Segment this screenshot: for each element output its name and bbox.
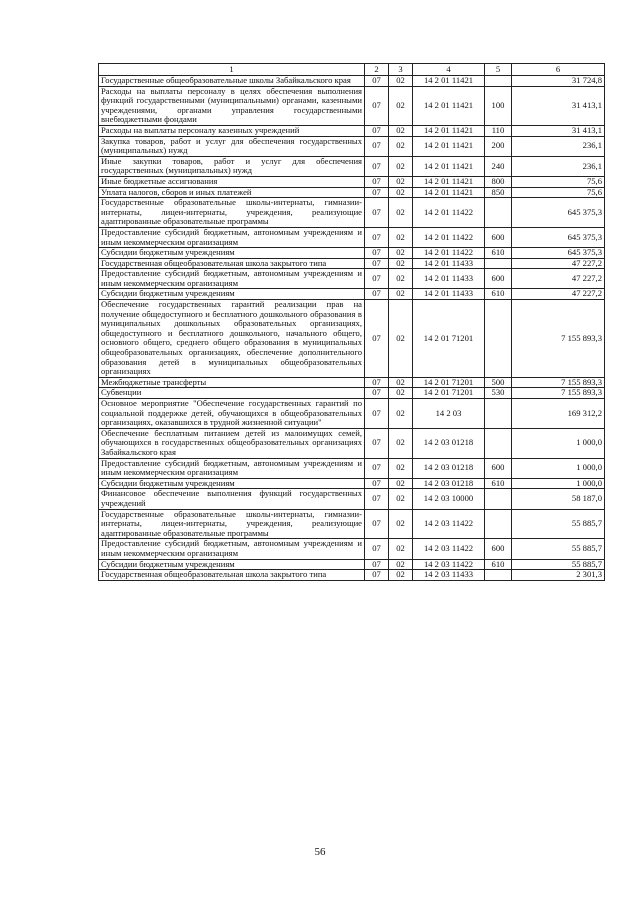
expense-type-cell: 110 (485, 125, 512, 136)
expense-name-cell: Государственная общеобразовательная школа закрытого типа (99, 258, 365, 269)
target-article-cell: 14 2 01 11421 (413, 76, 485, 87)
table-row (99, 248, 605, 259)
target-article-cell: 14 2 03 11422 (413, 509, 485, 539)
section-code-cell: 07 (365, 399, 389, 429)
expense-type-cell (485, 509, 512, 539)
expense-name-cell: Государственная общеобразовательная школа закрытого типа (99, 570, 365, 581)
expense-type-cell (485, 198, 512, 228)
amount-cell: 55 885,7 (512, 509, 605, 539)
expense-name-cell: Предоставление субсидий бюджетным, автономным учреждениям и иным некоммерческим организациям (99, 227, 365, 247)
expense-name-cell: Обеспечение бесплатным питанием детей из малоимущих семей, обучающихся в государственных общеобразовательных организациях Забайкальского края (99, 428, 365, 458)
amount-cell: 236,1 (512, 156, 605, 176)
section-code-cell: 07 (365, 198, 389, 228)
amount-cell: 645 375,3 (512, 248, 605, 259)
section-code-cell: 07 (365, 388, 389, 399)
expense-name-cell: Иные бюджетные ассигнования (99, 176, 365, 187)
target-article-cell: 14 2 03 (413, 399, 485, 429)
expense-type-cell: 600 (485, 227, 512, 247)
section-code-cell: 07 (365, 478, 389, 489)
subsection-code-cell: 02 (389, 176, 413, 187)
subsection-code-cell: 02 (389, 399, 413, 429)
section-code-cell: 07 (365, 289, 389, 300)
target-article-cell: 14 2 01 11422 (413, 198, 485, 228)
page-number: 56 (314, 846, 326, 858)
section-code-cell: 07 (365, 489, 389, 509)
target-article-cell: 14 2 03 01218 (413, 428, 485, 458)
target-article-cell: 14 2 03 01218 (413, 458, 485, 478)
expense-name-cell: Иные закупки товаров, работ и услуг для обеспечения государственных (муниципальных) нужд (99, 156, 365, 176)
section-code-cell: 07 (365, 248, 389, 259)
section-code-cell: 07 (365, 559, 389, 570)
amount-cell: 645 375,3 (512, 198, 605, 228)
expense-type-cell: 800 (485, 176, 512, 187)
target-article-cell: 14 2 01 71201 (413, 388, 485, 399)
expense-name-cell: Субсидии бюджетным учреждениям (99, 478, 365, 489)
expense-type-cell: 100 (485, 86, 512, 125)
table-row (99, 300, 605, 378)
expense-type-cell: 610 (485, 559, 512, 570)
expense-name-cell: Финансовое обеспечение выполнения функций государственных учреждений (99, 489, 365, 509)
target-article-cell: 14 2 01 11433 (413, 289, 485, 300)
table-row (99, 399, 605, 429)
amount-cell: 31 724,8 (512, 76, 605, 87)
amount-cell: 31 413,1 (512, 125, 605, 136)
section-code-cell: 07 (365, 269, 389, 289)
table-row (99, 227, 605, 247)
expense-name-cell: Государственные образовательные школы-интернаты, гимназии-интернаты, лицеи-интернаты, учреждения, реализующие адаптированные образовательные программы (99, 198, 365, 228)
table-row (99, 489, 605, 509)
subsection-code-cell: 02 (389, 86, 413, 125)
expense-type-cell (485, 489, 512, 509)
amount-cell: 1 000,0 (512, 478, 605, 489)
expense-type-cell: 600 (485, 269, 512, 289)
expense-name-cell: Закупка товаров, работ и услуг для обеспечения государственных (муниципальных) нужд (99, 136, 365, 156)
section-code-cell: 07 (365, 300, 389, 378)
expense-type-cell: 200 (485, 136, 512, 156)
budget-table (98, 63, 605, 581)
table-row (99, 559, 605, 570)
table-row (99, 428, 605, 458)
amount-cell: 2 301,3 (512, 570, 605, 581)
expense-type-cell (485, 300, 512, 378)
expense-name-cell: Основное мероприятие "Обеспечение государственных гарантий по социальной поддержке детей, обучающихся в общеобразовательных организациях, оказавшихся в трудной жизненной ситуации" (99, 399, 365, 429)
section-code-cell: 07 (365, 156, 389, 176)
subsection-code-cell: 02 (389, 76, 413, 87)
subsection-code-cell: 02 (389, 478, 413, 489)
target-article-cell: 14 2 01 11421 (413, 86, 485, 125)
expense-name-cell: Государственные образовательные школы-интернаты, гимназии-интернаты, лицеи-интернаты, учреждения, реализующие адаптированные образовательные программы (99, 509, 365, 539)
expense-type-cell: 500 (485, 377, 512, 388)
expense-type-cell (485, 399, 512, 429)
target-article-cell: 14 2 03 01218 (413, 478, 485, 489)
amount-cell: 47 227,2 (512, 258, 605, 269)
section-code-cell: 07 (365, 428, 389, 458)
table-row (99, 258, 605, 269)
expense-type-cell (485, 570, 512, 581)
table-row (99, 458, 605, 478)
section-code-cell: 07 (365, 570, 389, 581)
target-article-cell: 14 2 01 71201 (413, 300, 485, 378)
expense-name-cell: Предоставление субсидий бюджетным, автономным учреждениям и иным некоммерческим организациям (99, 539, 365, 559)
expense-type-cell: 850 (485, 187, 512, 198)
expense-name-cell: Предоставление субсидий бюджетным, автономным учреждениям и иным некоммерческим организациям (99, 269, 365, 289)
table-row (99, 509, 605, 539)
expense-type-cell: 240 (485, 156, 512, 176)
expense-name-cell: Субсидии бюджетным учреждениям (99, 559, 365, 570)
target-article-cell: 14 2 01 11421 (413, 156, 485, 176)
section-code-cell: 07 (365, 458, 389, 478)
column-header: 2 (365, 64, 389, 76)
amount-cell: 645 375,3 (512, 227, 605, 247)
section-code-cell: 07 (365, 539, 389, 559)
target-article-cell: 14 2 03 11422 (413, 539, 485, 559)
amount-cell: 75,6 (512, 176, 605, 187)
target-article-cell: 14 2 01 11433 (413, 269, 485, 289)
amount-cell: 55 885,7 (512, 539, 605, 559)
subsection-code-cell: 02 (389, 539, 413, 559)
subsection-code-cell: 02 (389, 388, 413, 399)
section-code-cell: 07 (365, 125, 389, 136)
table-row (99, 176, 605, 187)
target-article-cell: 14 2 01 11422 (413, 227, 485, 247)
target-article-cell: 14 2 01 11422 (413, 248, 485, 259)
expense-type-cell (485, 76, 512, 87)
subsection-code-cell: 02 (389, 269, 413, 289)
amount-cell: 169 312,2 (512, 399, 605, 429)
table-row (99, 76, 605, 87)
section-code-cell: 07 (365, 76, 389, 87)
section-code-cell: 07 (365, 258, 389, 269)
table-row (99, 125, 605, 136)
table-row (99, 269, 605, 289)
table-body (99, 76, 605, 581)
subsection-code-cell: 02 (389, 187, 413, 198)
section-code-cell: 07 (365, 227, 389, 247)
subsection-code-cell: 02 (389, 198, 413, 228)
amount-cell: 7 155 893,3 (512, 300, 605, 378)
column-header: 3 (389, 64, 413, 76)
table-row (99, 388, 605, 399)
amount-cell: 31 413,1 (512, 86, 605, 125)
table-row (99, 156, 605, 176)
subsection-code-cell: 02 (389, 136, 413, 156)
expense-name-cell: Субсидии бюджетным учреждениям (99, 289, 365, 300)
table-row (99, 86, 605, 125)
table-row (99, 478, 605, 489)
subsection-code-cell: 02 (389, 258, 413, 269)
column-header: 5 (485, 64, 512, 76)
expense-type-cell: 610 (485, 478, 512, 489)
subsection-code-cell: 02 (389, 300, 413, 378)
expense-type-cell: 600 (485, 539, 512, 559)
amount-cell: 55 885,7 (512, 559, 605, 570)
expense-name-cell: Предоставление субсидий бюджетным, автономным учреждениям и иным некоммерческим организациям (99, 458, 365, 478)
subsection-code-cell: 02 (389, 156, 413, 176)
expense-type-cell: 610 (485, 248, 512, 259)
amount-cell: 7 155 893,3 (512, 388, 605, 399)
expense-name-cell: Субвенции (99, 388, 365, 399)
amount-cell: 1 000,0 (512, 428, 605, 458)
target-article-cell: 14 2 03 10000 (413, 489, 485, 509)
column-header: 4 (413, 64, 485, 76)
target-article-cell: 14 2 01 11421 (413, 187, 485, 198)
section-code-cell: 07 (365, 136, 389, 156)
target-article-cell: 14 2 01 71201 (413, 377, 485, 388)
section-code-cell: 07 (365, 187, 389, 198)
subsection-code-cell: 02 (389, 509, 413, 539)
subsection-code-cell: 02 (389, 377, 413, 388)
section-code-cell: 07 (365, 509, 389, 539)
table-row (99, 187, 605, 198)
expense-type-cell: 530 (485, 388, 512, 399)
expense-name-cell: Уплата налогов, сборов и иных платежей (99, 187, 365, 198)
expense-type-cell: 610 (485, 289, 512, 300)
target-article-cell: 14 2 03 11422 (413, 559, 485, 570)
table-row (99, 136, 605, 156)
amount-cell: 58 187,0 (512, 489, 605, 509)
subsection-code-cell: 02 (389, 289, 413, 300)
amount-cell: 47 227,2 (512, 289, 605, 300)
column-header: 1 (99, 64, 365, 76)
subsection-code-cell: 02 (389, 428, 413, 458)
amount-cell: 236,1 (512, 136, 605, 156)
amount-cell: 1 000,0 (512, 458, 605, 478)
subsection-code-cell: 02 (389, 248, 413, 259)
target-article-cell: 14 2 01 11433 (413, 258, 485, 269)
table-row (99, 539, 605, 559)
target-article-cell: 14 2 01 11421 (413, 125, 485, 136)
target-article-cell: 14 2 03 11433 (413, 570, 485, 581)
table-row (99, 570, 605, 581)
expense-name-cell: Обеспечение государственных гарантий реализации прав на получение общедоступного и бесплатного дошкольного образования в муниципальных дошкольных образовательных организациях, общедоступного и бесплатного дошкольного, начального общего, основного общего, среднего общего образования в муниципальных общеобразовательных организациях, обеспечение дополнительного образования детей в муниципальных общеобразовательных организациях (99, 300, 365, 378)
expense-name-cell: Расходы на выплаты персоналу казенных учреждений (99, 125, 365, 136)
subsection-code-cell: 02 (389, 227, 413, 247)
section-code-cell: 07 (365, 86, 389, 125)
expense-name-cell: Межбюджетные трансферты (99, 377, 365, 388)
column-header: 6 (512, 64, 605, 76)
section-code-cell: 07 (365, 176, 389, 187)
target-article-cell: 14 2 01 11421 (413, 136, 485, 156)
subsection-code-cell: 02 (389, 570, 413, 581)
amount-cell: 7 155 893,3 (512, 377, 605, 388)
expense-type-cell (485, 258, 512, 269)
subsection-code-cell: 02 (389, 559, 413, 570)
expense-name-cell: Государственные общеобразовательные школы Забайкальского края (99, 76, 365, 87)
subsection-code-cell: 02 (389, 489, 413, 509)
amount-cell: 75,6 (512, 187, 605, 198)
target-article-cell: 14 2 01 11421 (413, 176, 485, 187)
amount-cell: 47 227,2 (512, 269, 605, 289)
table-row (99, 289, 605, 300)
expense-name-cell: Субсидии бюджетным учреждениям (99, 248, 365, 259)
section-code-cell: 07 (365, 377, 389, 388)
expense-type-cell (485, 428, 512, 458)
table-header-row (99, 64, 605, 76)
table-row (99, 198, 605, 228)
expense-name-cell: Расходы на выплаты персоналу в целях обеспечения выполнения функций государственными (муниципальными) органами, казенными учреждениями, органами управления государственными внебюджетными фондами (99, 86, 365, 125)
subsection-code-cell: 02 (389, 458, 413, 478)
subsection-code-cell: 02 (389, 125, 413, 136)
table-row (99, 377, 605, 388)
expense-type-cell: 600 (485, 458, 512, 478)
